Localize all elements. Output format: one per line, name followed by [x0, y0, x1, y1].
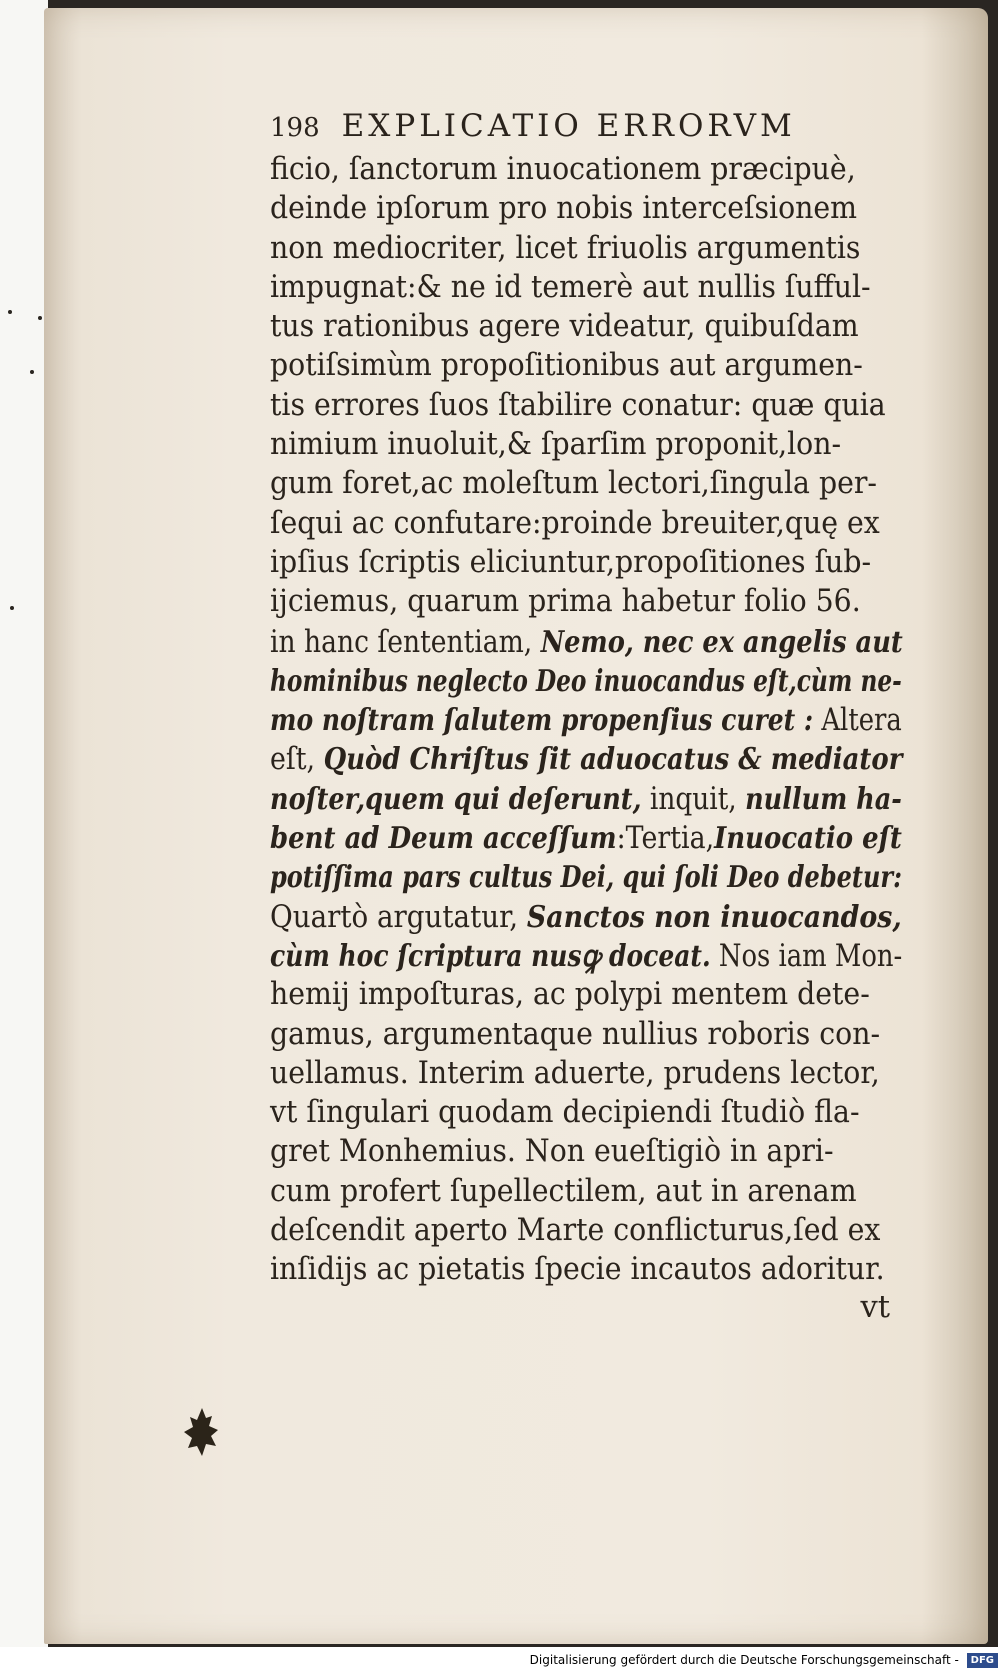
- italic-quote-segment: Nemo, nec ex angelis aut: [540, 623, 903, 659]
- text-segment: ſequi ac confutare:proinde breuiter,quę ex: [270, 505, 880, 541]
- text-line: [270, 307, 902, 346]
- text-line: [270, 818, 902, 857]
- text-line: [270, 425, 902, 464]
- dust-speck: [38, 316, 42, 320]
- text-line: [270, 189, 902, 228]
- text-line: [270, 857, 902, 896]
- text-line: [270, 386, 902, 425]
- italic-quote-segment: bent ad Deum acceſſum: [270, 820, 617, 856]
- text-line: [270, 464, 902, 503]
- text-segment: deinde ipſorum pro nobis interceſsionem: [270, 191, 858, 227]
- text-segment: tus rationibus agere videatur, quibuſdam: [270, 309, 859, 345]
- text-segment: cum profert ſupellectilem, aut in arenam: [270, 1173, 857, 1209]
- text-line: [270, 779, 902, 818]
- text-segment: hemij impoſturas, ac polypi mentem dete-: [270, 977, 870, 1013]
- text-line: [270, 661, 902, 700]
- catchword: vt: [860, 1289, 890, 1325]
- text-segment: ficio, ſanctorum inuocationem præcipuè,: [270, 152, 856, 187]
- page-number: 198: [270, 113, 320, 143]
- text-segment: Nos iam Mon-: [710, 938, 903, 974]
- text-segment: tis errores ſuos ſtabilire conatur: quæ quia: [270, 387, 886, 423]
- text-segment: nimium inuoluit,& ſparſim proponit,lon-: [270, 427, 842, 463]
- text-line: [270, 1054, 902, 1093]
- catchword-line: [270, 1290, 950, 1330]
- italic-quote-segment: Inuocatio eſt: [714, 820, 902, 856]
- italic-quote-segment: Sanctos non inuocandos,: [526, 898, 902, 934]
- ink-blot-mark: [182, 1406, 222, 1458]
- running-title: EXPLICATIO ERRORVM: [341, 108, 796, 144]
- dfg-logo: DFG: [967, 1653, 998, 1668]
- body-text: [270, 150, 950, 1290]
- text-segment: ipſius ſcriptis eliciuntur,propoſitiones ſub-: [270, 544, 872, 580]
- text-line: [270, 975, 902, 1014]
- text-segment: Altera: [813, 703, 902, 739]
- text-segment: deſcendit aperto Marte conflicturus,ſed ex: [270, 1213, 881, 1249]
- text-line: [270, 1015, 902, 1054]
- text-line: [270, 622, 903, 661]
- text-segment: Quartò argutatur,: [270, 899, 527, 935]
- text-segment: gamus, argumentaque nullius roboris con-: [270, 1016, 881, 1052]
- text-line: [270, 268, 902, 307]
- page-text-block: [270, 108, 950, 1330]
- text-segment: inquit,: [641, 781, 746, 817]
- scan-backdrop-left: [0, 0, 48, 1671]
- italic-quote-segment: cùm hoc ſcriptura nusꝙ doceat.: [270, 937, 711, 973]
- text-segment: non mediocriter, licet friuolis argumentis: [270, 230, 861, 266]
- text-segment: :Tertia,: [616, 821, 715, 857]
- italic-quote-segment: Quòd Chriſtus ſit aduocatus & mediator: [323, 741, 903, 777]
- text-segment: ijciemus, quarum prima habetur folio 56.: [270, 584, 861, 620]
- text-line: [270, 150, 902, 189]
- italic-quote-segment: nullum ha-: [745, 780, 902, 816]
- dust-speck: [8, 310, 12, 314]
- text-line: [270, 1132, 902, 1171]
- text-line: [270, 897, 902, 936]
- dust-speck: [30, 370, 34, 374]
- dust-speck: [10, 606, 14, 610]
- text-segment: in hanc ſententiam,: [270, 624, 541, 660]
- text-line: [270, 229, 902, 268]
- italic-quote-segment: hominibus neglecto Deo inuocandus eſt,cùm ne-: [270, 662, 902, 698]
- text-segment: potiſsimùm propoſitionibus aut argumen-: [270, 348, 863, 384]
- page-header: [270, 108, 950, 150]
- text-line: [270, 1250, 902, 1289]
- text-segment: eſt,: [270, 742, 324, 778]
- text-line: [270, 739, 903, 778]
- text-line: [270, 543, 902, 582]
- italic-quote-segment: mo noſtram ſalutem propenſius curet :: [270, 702, 814, 738]
- text-line: [270, 1093, 902, 1132]
- text-segment: gret Monhemius. Non eueſtigiò in apri-: [270, 1134, 834, 1170]
- text-segment: impugnat:& ne id temerè aut nullis ſufful-: [270, 269, 871, 305]
- text-segment: vt ſingulari quodam decipiendi ſtudiò fla-: [270, 1095, 860, 1131]
- text-segment: gum foret,ac moleſtum lectori,ſingula per-: [270, 466, 877, 502]
- text-line: [270, 346, 902, 385]
- text-line: [270, 1211, 902, 1250]
- funding-credit: Digitalisierung gefördert durch die Deutsche Forschungsgemeinschaft -: [529, 1653, 959, 1667]
- text-line: [270, 936, 903, 975]
- text-line: [270, 1172, 902, 1211]
- text-segment: uellamus. Interim aduerte, prudens lector,: [270, 1055, 880, 1091]
- text-line: [270, 504, 902, 543]
- digitization-footer: [0, 1651, 998, 1669]
- italic-quote-segment: potiſſima pars cultus Dei, qui ſoli Deo debetur:: [270, 859, 902, 895]
- italic-quote-segment: noſter,quem qui deſerunt,: [270, 780, 642, 816]
- text-segment: inſidijs ac pietatis ſpecie incautos adoritur.: [270, 1252, 885, 1288]
- text-line: [270, 700, 902, 739]
- text-line: [270, 582, 902, 621]
